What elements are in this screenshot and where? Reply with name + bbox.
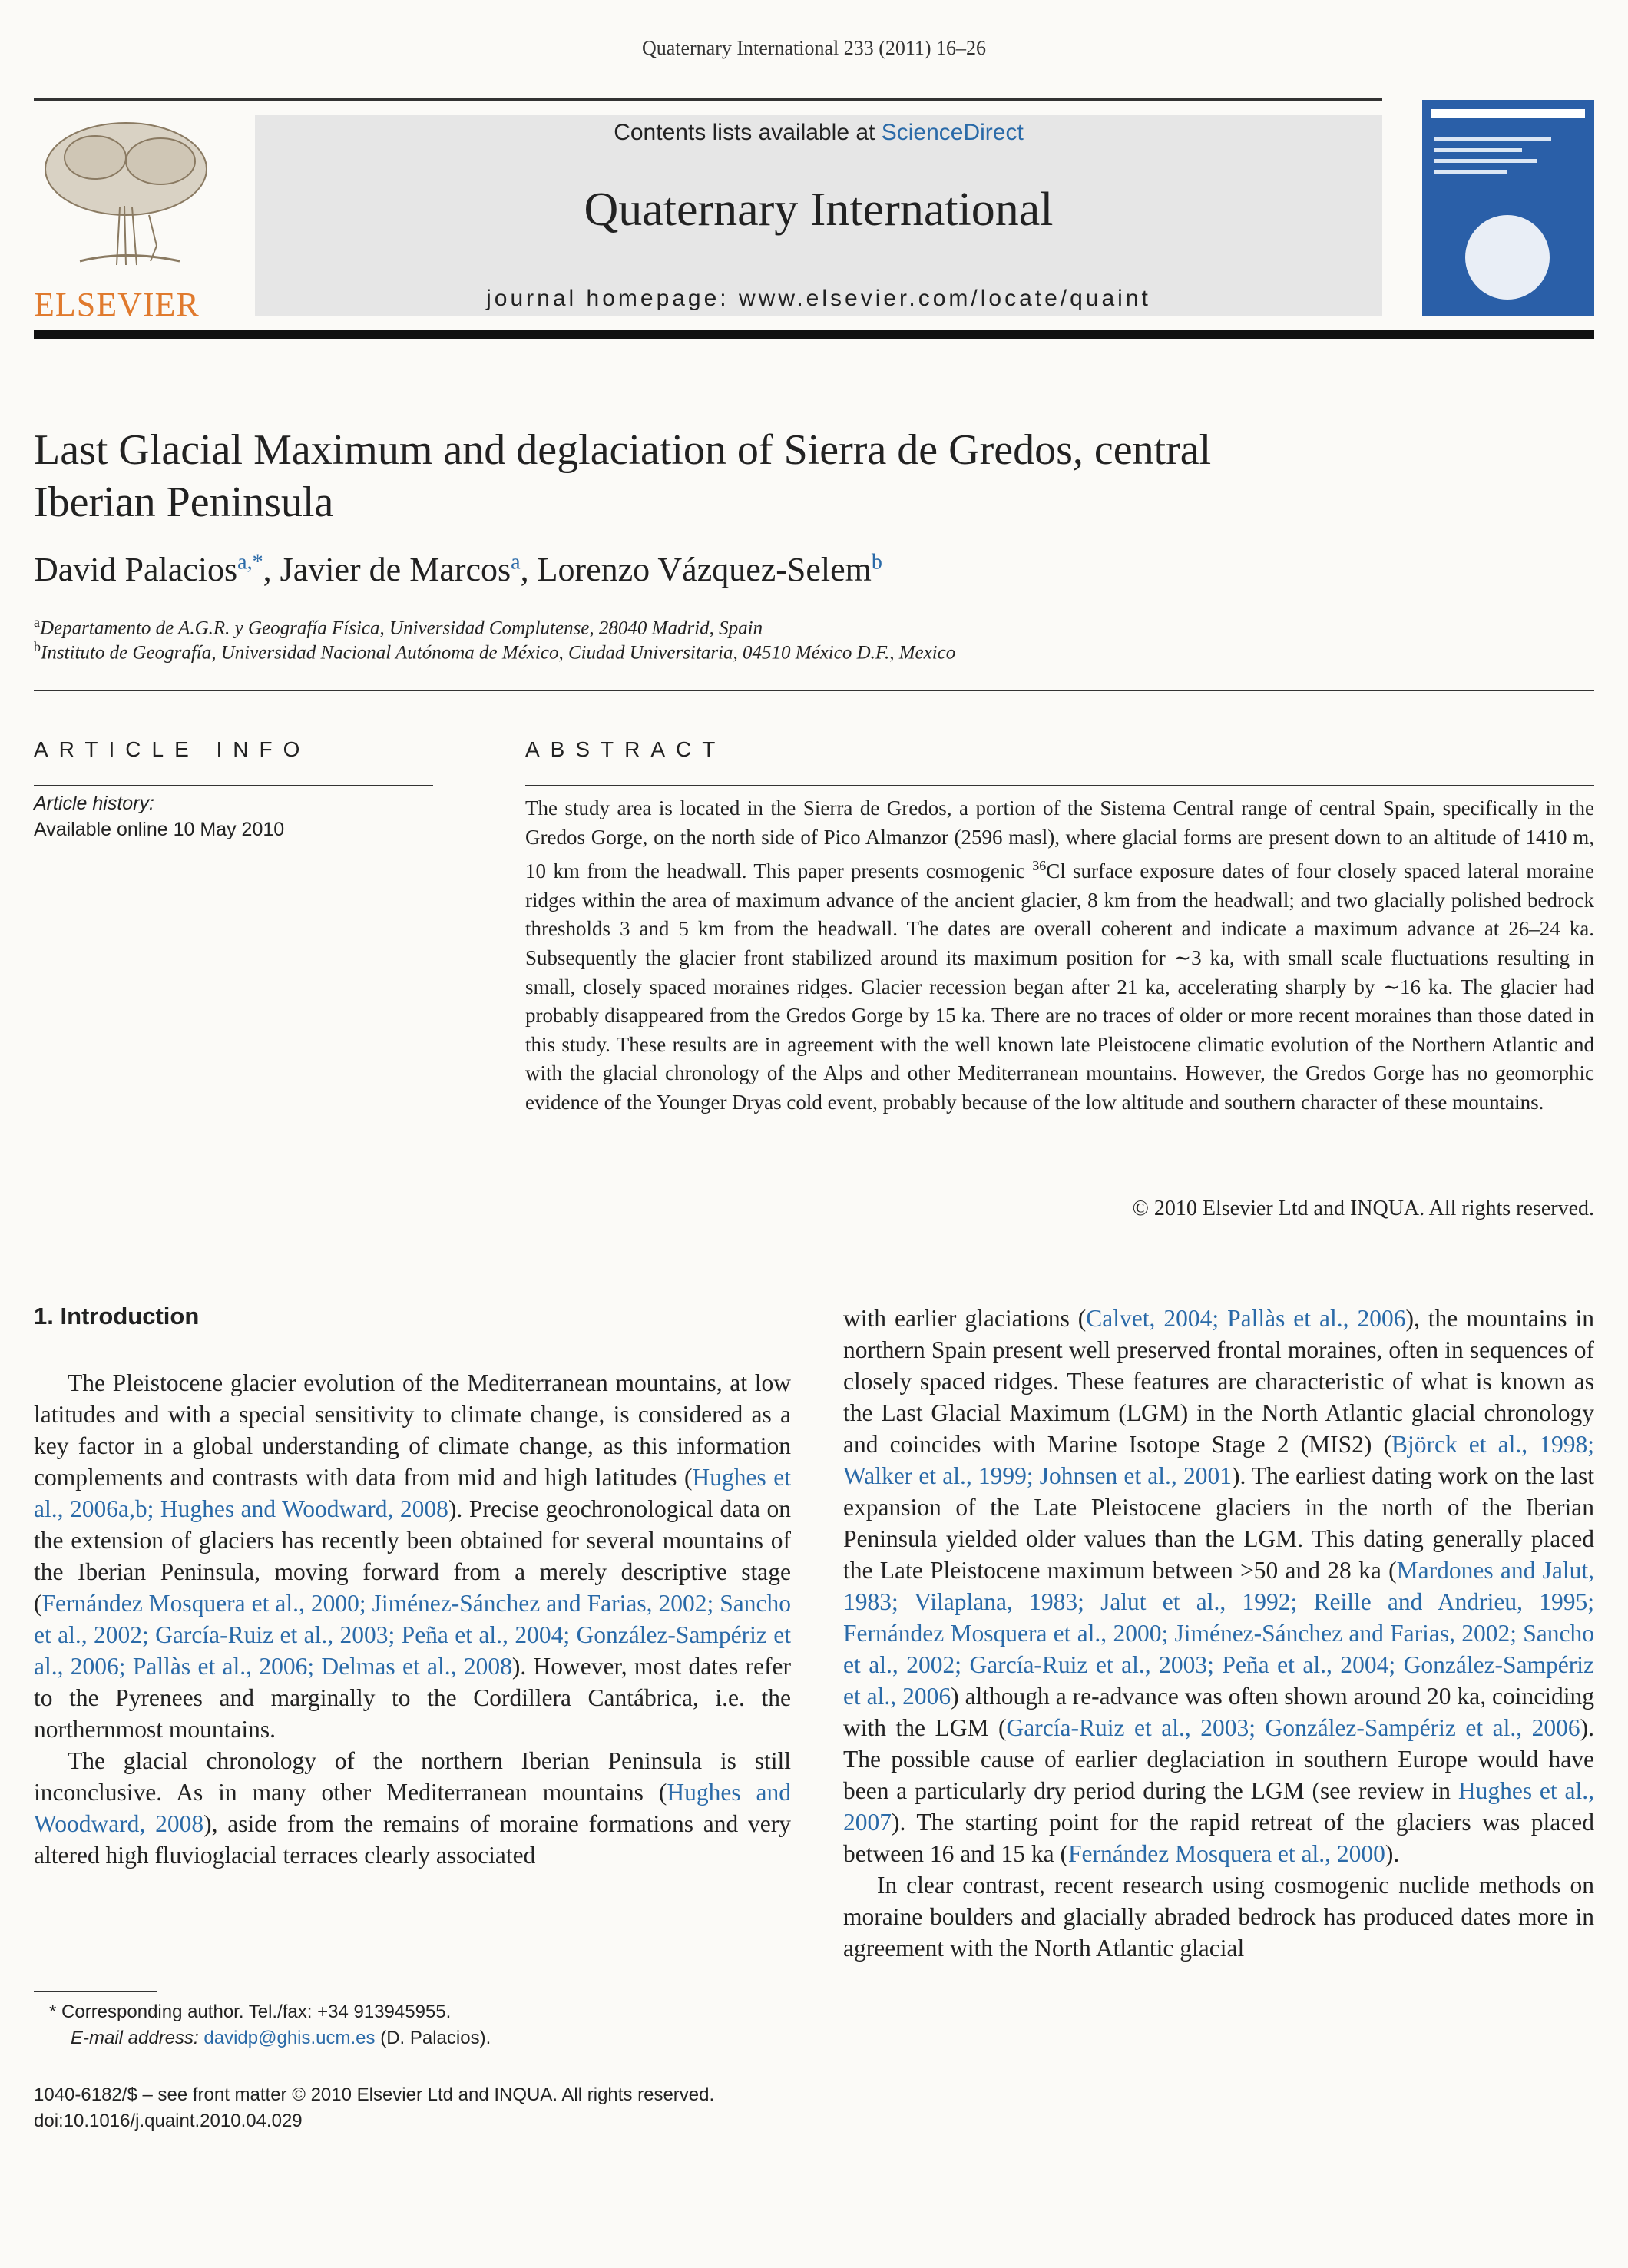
contents-text: Contents lists available at	[614, 120, 882, 145]
cover-text-lines	[1434, 131, 1580, 207]
contents-line	[255, 120, 1382, 146]
body-text: ), the mountains in northern Spain present well preserved frontal moraines, often in sequences of closely spaced ridges. These features are characteristic of what is known as the Last Glacial Maximum (LGM) in the North Atlantic glacial chronology and coincides with Marine Isotope Stage 2 (MIS2) (	[843, 1305, 1594, 1458]
abstract-text: The study area is located in the Sierra de Gredos, a portion of the Sistema Central range of central Spain, specifically in the Gredos Gorge, on the north side of Pico Almanzor (2596 masl), where glacial forms are present down to an altitude of 1410 m, 10 km from the headwall. This paper presents cosmogenic $^{36}$Cl surface exposure dates of four closely spaced lateral moraine ridges within the area of maximum advance of the ancient glacier, 8 km from the headwall; and two glacially polished bedrock thresholds 3 and 5 km from the headwall. The dates are overall coherent and indicate a maximum advance at 26–24 ka. Subsequently the glacier front stabilized around its maximum position for ∼3 ka, with small scale fluctuations resulting in small, closely spaced moraines ridges. Glacier recession began after 21 ka, accelerating sharply by ∼16 ka. The glacier had probably disappeared from the Gredos Gorge by 15 ka. There are no traces of older or more recent moraines than those dated in this study. These results are in agreement with the well known late Pleistocene climatic evolution of the Northern Atlantic and with the glacial chronology of the Alps and other Mediterranean mountains. However, the Gredos Gorge has no geomorphic evidence of the Younger Dryas cold event, probably because of the low altitude and southern character of these mountains.	[525, 796, 1594, 1114]
citation-link[interactable]: Björck et al., 1998; Walker et al., 1999; Johnsen et al., 2001	[843, 1431, 1594, 1489]
body-text: ). The starting point for the rapid retreat of the glaciers was placed between 16 and 15 ka (	[843, 1809, 1594, 1867]
left-column	[34, 1367, 791, 1871]
publisher-logo	[34, 115, 218, 323]
homepage-label: journal homepage:	[486, 286, 739, 311]
body-text: The Pleistocene glacier evolution of the Mediterranean mountains, at low latitudes and with a special sensitivity to climate change, is considered as a key factor in a global understanding of climate change, as this information complements and contrasts with data from mid and high latitudes (	[34, 1369, 791, 1491]
affiliation-rule	[34, 690, 1594, 691]
body-text: In clear contrast, recent research using cosmogenic nuclide methods on moraine boulders and glacially abraded bedrock has produced dates more in agreement with the North Atlantic glacial	[843, 1872, 1594, 1962]
abstract-rule	[525, 785, 1594, 786]
citation-link[interactable]: García-Ruiz et al., 2003; González-Sampériz et al., 2006	[1006, 1714, 1580, 1741]
citation-link[interactable]: Fernández Mosquera et al., 2000; Jiménez-Sánchez and Farias, 2002; Sancho et al., 2002; García-Ruiz et al., 2003; Peña et al., 2004; González-Sampériz et al., 2006; Pallàs et al., 2006; Delmas et al., 2008	[34, 1590, 791, 1680]
email-footnote: E-mail address: davidp@ghis.ucm.es (D. Palacios).	[71, 2028, 491, 2048]
citation-link[interactable]: Hughes et al., 2006a,b; Hughes and Woodward, 2008	[34, 1464, 791, 1522]
body-text: The glacial chronology of the northern Iberian Peninsula is still inconclusive. As in many other Mediterranean mountains (	[34, 1747, 791, 1806]
issn-line: 1040-6182/$ – see front matter © 2010 Elsevier Ltd and INQUA. All rights reserved.	[34, 2084, 715, 2105]
body-text: ).	[1385, 1840, 1400, 1867]
footnote-rule	[34, 1991, 157, 1992]
journal-title: Quaternary International	[584, 184, 1054, 236]
section-heading: 1. Introduction	[34, 1303, 200, 1329]
citation-link[interactable]: Hughes et al., 2007	[843, 1777, 1594, 1836]
citation-link[interactable]: Mardones and Jalut, 1983; Vilaplana, 1983; Jalut et al., 1992; Reille and Andrieu, 1995; Fernández Mosquera et al., 2000; Jiménez-Sánchez and Farias, 2002; Sancho et al., 2002; García-Ruiz et al., 2003; Peña et al., 2004; González-Sampériz et al., 2006	[843, 1557, 1594, 1710]
journal-banner	[255, 115, 1382, 316]
body-text: ). The earliest dating work on the last expansion of the Late Pleistocene glaciers in the north of the Iberian Peninsula yielded older values than the LGM. This dating generally placed the Late Pleistocene maximum between >50 and 28 ka (	[843, 1462, 1594, 1584]
body-paragraph	[34, 1745, 791, 1871]
body-text: ). However, most dates refer to the Pyrenees and marginally to the Cordillera Cantábrica, i.e. the northernmost mountains.	[34, 1653, 791, 1743]
body-paragraph	[843, 1303, 1594, 1869]
abstract-heading: ABSTRACT	[525, 737, 726, 761]
doi-line[interactable]: doi:10.1016/j.quaint.2010.04.029	[34, 2111, 303, 2131]
author[interactable]: David Palacios$^{a,*}$	[34, 550, 263, 588]
author-list: David Palacios$^{a,*}$, Javier de Marcos$^a$, Lorenzo Vázquez-Selem$^b$	[34, 550, 882, 588]
citation-link[interactable]: Hughes and Woodward, 2008	[34, 1779, 791, 1837]
body-text: ) although a re-advance was often shown around 20 ka, coinciding with the LGM (	[843, 1683, 1594, 1741]
body-paragraph	[34, 1367, 791, 1745]
affiliation-b: $^b$Instituto de Geografía, Universidad Nacional Autónoma de México, Ciudad Universitaria, 04510 México D.F., Mexico	[34, 639, 956, 664]
sciencedirect-link[interactable]: ScienceDirect	[881, 120, 1024, 145]
email-link[interactable]: davidp@ghis.ucm.es	[204, 2028, 376, 2048]
body-text: ), aside from the remains of moraine formations and very altered high fluvioglacial terraces clearly associated	[34, 1810, 791, 1869]
title-line-2: Iberian Peninsula	[34, 478, 334, 526]
corresponding-footnote: * Corresponding author. Tel./fax: +34 913945955.	[49, 2001, 452, 2022]
running-head: Quaternary International 233 (2011) 16–26	[641, 37, 987, 59]
cover-title-bar	[1431, 109, 1585, 118]
masthead-rule	[34, 330, 1594, 339]
inqua-seal-icon	[1465, 215, 1550, 300]
right-column	[843, 1303, 1594, 1964]
body-text: ). The possible cause of earlier deglaciation in southern Europe would have been a particularly dry period during the LGM (see review in	[843, 1714, 1594, 1804]
body-text: with earlier glaciations (	[843, 1305, 1087, 1332]
author[interactable]: Javier de Marcos$^a$	[280, 550, 521, 588]
homepage-url[interactable]: www.elsevier.com/locate/quaint	[738, 286, 1151, 311]
body-paragraph	[843, 1869, 1594, 1964]
homepage-line	[255, 286, 1382, 312]
abstract-copyright: © 2010 Elsevier Ltd and INQUA. All rights reserved.	[1132, 1197, 1594, 1220]
title-line-1: Last Glacial Maximum and deglaciation of Sierra de Gredos, central	[34, 426, 1212, 474]
author[interactable]: Lorenzo Vázquez-Selem$^b$	[537, 550, 882, 588]
article-history-label: Article history:	[34, 793, 154, 814]
header-rule	[34, 98, 1382, 101]
elsevier-tree-icon	[34, 115, 218, 276]
citation-link[interactable]: Fernández Mosquera et al., 2000	[1068, 1840, 1385, 1867]
body-text: ). Precise geochronological data on the extension of glaciers has recently been obtained for several mountains of the Iberian Peninsula, moving forward from a merely descriptive stage (	[34, 1495, 792, 1617]
affiliation-a: $^a$Departamento de A.G.R. y Geografía Física, Universidad Complutense, 28040 Madrid, Spain	[34, 614, 763, 639]
article-history-value: Available online 10 May 2010	[34, 819, 285, 840]
article-info-rule	[34, 785, 433, 786]
article-info-heading: ARTICLE INFO	[34, 737, 311, 761]
journal-cover-image	[1422, 100, 1594, 316]
elsevier-wordmark: ELSEVIER	[34, 286, 200, 323]
citation-link[interactable]: Calvet, 2004; Pallàs et al., 2006	[1086, 1305, 1406, 1332]
article-title	[34, 424, 1493, 528]
